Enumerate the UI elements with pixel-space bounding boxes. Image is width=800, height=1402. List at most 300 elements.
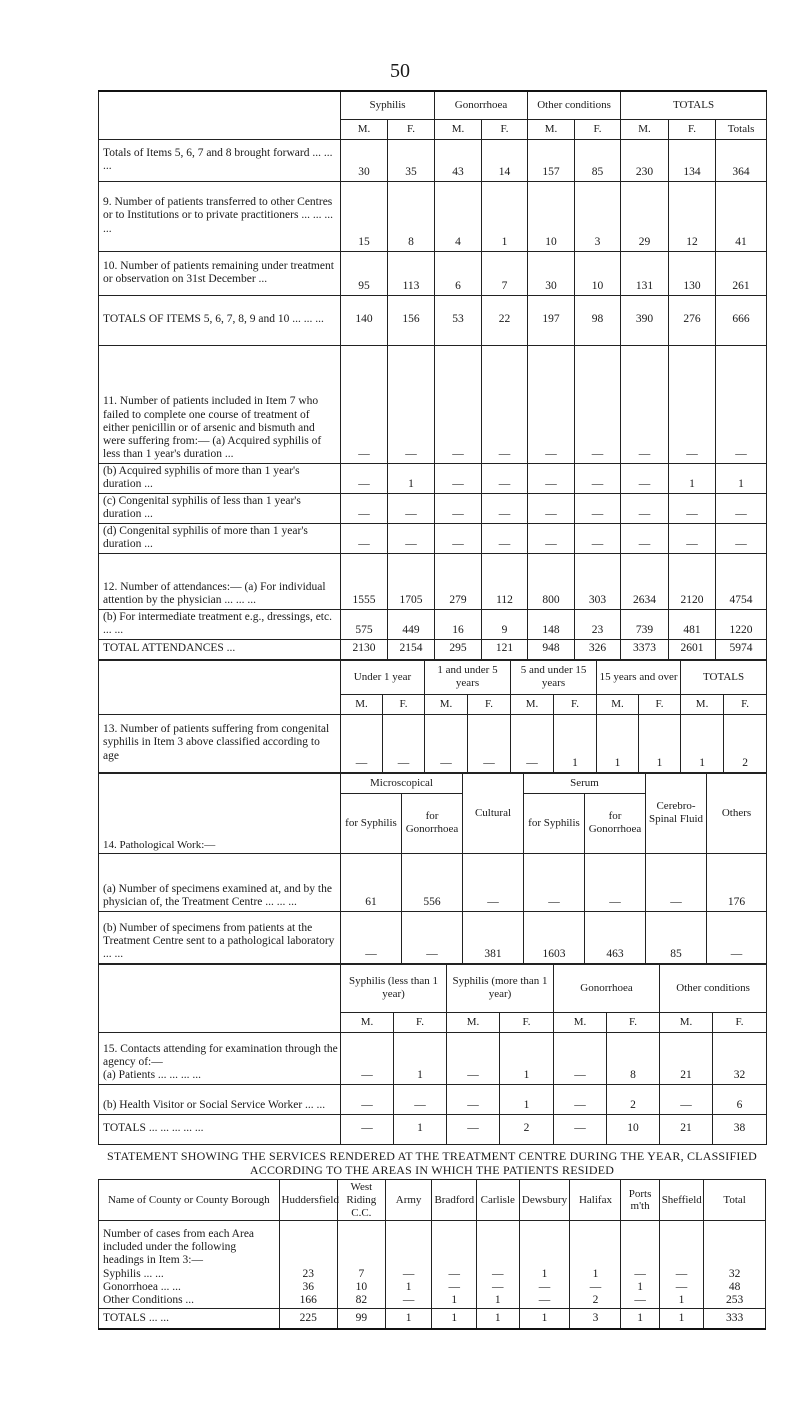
cell-stack	[432, 1221, 477, 1309]
col-header: for Gonorrhoea	[585, 793, 646, 853]
group-header: Under 1 year	[341, 660, 425, 694]
subhead: F.	[482, 119, 528, 139]
subhead: M.	[435, 119, 482, 139]
subhead: F.	[394, 1012, 447, 1032]
subhead: M.	[511, 694, 554, 714]
cell: —	[716, 493, 767, 523]
cell: 556	[402, 853, 463, 911]
cell: —	[482, 345, 528, 463]
group-header: Syphilis (more than 1 year)	[447, 964, 554, 1012]
cell: —	[538, 1280, 551, 1293]
cell: 1	[659, 1309, 704, 1329]
cell: —	[524, 853, 585, 911]
cell: —	[492, 1280, 504, 1293]
cell: —	[528, 463, 575, 493]
cell: 1	[500, 1084, 554, 1114]
subhead: M.	[528, 119, 575, 139]
cell: 2	[724, 714, 767, 772]
cell: —	[621, 493, 669, 523]
cell-stack	[659, 1221, 704, 1309]
cell: —	[341, 345, 388, 463]
cell: 1	[639, 714, 681, 772]
subhead: F.	[468, 694, 511, 714]
cell: 166	[299, 1293, 317, 1306]
blank-corner	[99, 91, 341, 139]
subhead: F.	[607, 1012, 660, 1032]
cell: 6	[435, 251, 482, 295]
cell: 23	[302, 1267, 314, 1280]
cell: 2634	[621, 553, 669, 609]
col-header: Name of County or County Borough	[99, 1180, 280, 1221]
area-residence-table	[98, 1179, 766, 1329]
table-row	[99, 714, 767, 772]
row-label-text: Other Conditions ...	[103, 1293, 195, 1306]
table-row	[99, 523, 767, 553]
cell: 7	[358, 1267, 365, 1280]
cell: 1	[494, 1293, 501, 1306]
cell: —	[341, 1114, 394, 1144]
cell: 10	[355, 1280, 368, 1293]
row-label: 13. Number of patients suffering from congenital syphilis in Item 3 above classified according to age	[99, 714, 341, 772]
cell: 381	[463, 911, 524, 963]
table-row	[99, 295, 767, 345]
cell-stack	[704, 1221, 766, 1309]
cell: 261	[716, 251, 767, 295]
cell: 131	[621, 251, 669, 295]
table-row	[99, 1084, 767, 1114]
cell: 85	[646, 911, 707, 963]
cell: —	[402, 911, 463, 963]
cell: 1	[554, 714, 597, 772]
cell: 2	[607, 1084, 660, 1114]
cell: 390	[621, 295, 669, 345]
cell: —	[634, 1267, 646, 1280]
table-row	[99, 1309, 766, 1329]
cell: 276	[669, 295, 716, 345]
cell: —	[589, 1280, 602, 1293]
row-label: (b) Acquired syphilis of more than 1 year's duration ...	[99, 463, 341, 493]
row-label-text: Gonorrhoea ... ...	[103, 1280, 181, 1293]
group-header: Syphilis (less than 1 year)	[341, 964, 447, 1012]
cell: —	[528, 523, 575, 553]
cell: —	[554, 1032, 607, 1084]
cell: —	[383, 714, 425, 772]
col-header: Cerebro-Spinal Fluid	[646, 773, 707, 853]
cell: 7	[482, 251, 528, 295]
section-title: 15. Contacts attending for examination through the agency of:—	[103, 1042, 338, 1069]
subhead: M.	[341, 1012, 394, 1032]
subhead: M.	[660, 1012, 713, 1032]
cell: 5974	[716, 639, 767, 659]
statement-heading: STATEMENT SHOWING THE SERVICES RENDERED AT THE TREATMENT CENTRE DURING THE YEAR, CLASSIFIED ACCORDING TO THE AREAS IN WHICH THE PATIENTS RESIDED	[107, 1148, 757, 1177]
cell: 30	[528, 251, 575, 295]
cell: 48	[728, 1280, 741, 1293]
cell: —	[448, 1280, 460, 1293]
cell: —	[388, 345, 435, 463]
table-row	[99, 1221, 766, 1309]
cell: 1	[597, 714, 639, 772]
subhead: Totals	[716, 119, 767, 139]
cell: 99	[337, 1309, 385, 1329]
cell: 364	[716, 139, 767, 181]
cell: —	[435, 493, 482, 523]
cell: —	[341, 714, 383, 772]
cell: 134	[669, 139, 716, 181]
page-number: 50	[390, 60, 410, 82]
cell: 21	[660, 1114, 713, 1144]
subhead: M.	[341, 119, 388, 139]
cell: —	[492, 1267, 504, 1280]
table-row	[99, 853, 767, 911]
cell: 32	[713, 1032, 767, 1084]
cell: 95	[341, 251, 388, 295]
subhead: F.	[554, 694, 597, 714]
blank-corner	[99, 964, 341, 1032]
cell: 6	[713, 1084, 767, 1114]
cell: —	[402, 1293, 415, 1306]
cell: 2	[592, 1293, 599, 1306]
cell: 303	[575, 553, 621, 609]
cell: 1	[716, 463, 767, 493]
subhead: F.	[724, 694, 767, 714]
col-header: Others	[707, 773, 767, 853]
treatment-summary-table	[98, 90, 767, 660]
col-header: for Gonorrhoea	[402, 793, 463, 853]
subhead: F.	[388, 119, 435, 139]
cell: 2120	[669, 553, 716, 609]
cell: 197	[528, 295, 575, 345]
col-header: Sheffield	[659, 1180, 704, 1221]
col-header: for Syphilis	[524, 793, 585, 853]
cell: 82	[355, 1293, 368, 1306]
group-header: Other conditions	[528, 91, 621, 119]
cell: —	[394, 1084, 447, 1114]
cell: 156	[388, 295, 435, 345]
cell: —	[554, 1084, 607, 1114]
cell: 333	[704, 1309, 766, 1329]
subhead: F.	[575, 119, 621, 139]
group-header: Gonorrhoea	[435, 91, 528, 119]
cell: —	[447, 1114, 500, 1144]
cell: 61	[341, 853, 402, 911]
cell: 1	[385, 1309, 432, 1329]
cell: —	[448, 1267, 460, 1280]
cell: 1	[477, 1309, 519, 1329]
cell: 449	[388, 609, 435, 639]
cell: —	[707, 911, 767, 963]
cell: 43	[435, 139, 482, 181]
group-header: Other conditions	[660, 964, 767, 1012]
cell: 326	[575, 639, 621, 659]
row-label: 10. Number of patients remaining under treatment or observation on 31st December ...	[99, 251, 341, 295]
group-header: Serum	[524, 773, 646, 793]
cell: —	[675, 1267, 688, 1280]
cell: 38	[713, 1114, 767, 1144]
cell: —	[575, 463, 621, 493]
cell: —	[388, 493, 435, 523]
cell: 666	[716, 295, 767, 345]
table-row	[99, 553, 767, 609]
cell: —	[435, 523, 482, 553]
row-label: TOTALS ... ...	[99, 1309, 280, 1329]
col-header: West Riding C.C.	[337, 1180, 385, 1221]
cell: —	[435, 463, 482, 493]
cell: —	[447, 1032, 500, 1084]
cell: —	[341, 523, 388, 553]
row-label: 12. Number of attendances:— (a) For individual attention by the physician ... ... ...	[99, 553, 341, 609]
cell: 10	[607, 1114, 660, 1144]
cell: —	[575, 523, 621, 553]
cell: 130	[669, 251, 716, 295]
cell: 35	[388, 139, 435, 181]
cell: —	[447, 1084, 500, 1114]
cell: —	[621, 463, 669, 493]
col-header: Ports m'th	[621, 1180, 659, 1221]
cell: 1	[681, 714, 724, 772]
cell: —	[341, 911, 402, 963]
cell: 4754	[716, 553, 767, 609]
group-header: 15 years and over	[597, 660, 681, 694]
table-row	[99, 463, 767, 493]
cell: 1	[394, 1032, 447, 1084]
cell: 1	[432, 1309, 477, 1329]
table-row	[99, 139, 767, 181]
cell: 1705	[388, 553, 435, 609]
cell: 739	[621, 609, 669, 639]
cell-stack	[621, 1221, 659, 1309]
cell: 98	[575, 295, 621, 345]
cell: 2130	[341, 639, 388, 659]
cell: —	[341, 463, 388, 493]
cell: —	[388, 523, 435, 553]
row-label: (b) Health Visitor or Social Service Worker ... ...	[99, 1084, 341, 1114]
cell: —	[425, 714, 468, 772]
subhead: M.	[621, 119, 669, 139]
cell: 1	[541, 1267, 548, 1280]
group-header: TOTALS	[681, 660, 767, 694]
cell: —	[660, 1084, 713, 1114]
cell: 279	[435, 553, 482, 609]
cell: 9	[482, 609, 528, 639]
table-row	[99, 639, 767, 659]
cell: 121	[482, 639, 528, 659]
row-label-text: Syphilis ... ...	[103, 1267, 164, 1280]
row-label: 14. Pathological Work:—	[99, 773, 341, 853]
report-sheet	[98, 90, 766, 1330]
col-header: Army	[385, 1180, 432, 1221]
cell-stack	[477, 1221, 519, 1309]
cell: 225	[279, 1309, 337, 1329]
col-header: Bradford	[432, 1180, 477, 1221]
cell: 1	[451, 1293, 458, 1306]
cell: —	[669, 493, 716, 523]
intro-text: Number of cases from each Area included under the following headings in Item 3:—	[103, 1227, 255, 1267]
cell: 85	[575, 139, 621, 181]
cell: 4	[435, 181, 482, 251]
cell: 23	[575, 609, 621, 639]
cell: —	[575, 493, 621, 523]
cell: —	[435, 345, 482, 463]
cell: 157	[528, 139, 575, 181]
cell: 1	[637, 1280, 643, 1293]
blank-corner	[99, 660, 341, 714]
row-label: (c) Congenital syphilis of less than 1 year's duration ...	[99, 493, 341, 523]
row-label	[99, 1221, 280, 1309]
cell: 3	[575, 181, 621, 251]
cell-stack	[279, 1221, 337, 1309]
cell: 1	[388, 463, 435, 493]
col-header: Carlisle	[477, 1180, 519, 1221]
table-row	[99, 1032, 767, 1084]
cell: 2	[500, 1114, 554, 1144]
cell: 140	[341, 295, 388, 345]
cell: —	[482, 493, 528, 523]
subhead: M.	[597, 694, 639, 714]
col-header: Huddersfield	[279, 1180, 337, 1221]
cell: 230	[621, 139, 669, 181]
cell: 948	[528, 639, 575, 659]
cell: —	[669, 345, 716, 463]
cell: 10	[528, 181, 575, 251]
table-row	[99, 1114, 767, 1144]
cell: —	[528, 345, 575, 463]
cell: —	[463, 853, 524, 911]
cell: 12	[669, 181, 716, 251]
group-header: 1 and under 5 years	[425, 660, 511, 694]
cell: 1	[669, 463, 716, 493]
cell: 2601	[669, 639, 716, 659]
table-row	[99, 181, 767, 251]
cell: —	[585, 853, 646, 911]
cell: 1	[621, 1309, 659, 1329]
cell: —	[528, 493, 575, 523]
cell: —	[621, 523, 669, 553]
cell: 3373	[621, 639, 669, 659]
cell: 1	[678, 1293, 685, 1306]
row-label: TOTAL ATTENDANCES ...	[99, 639, 341, 659]
col-header: Halifax	[570, 1180, 621, 1221]
subhead: F.	[669, 119, 716, 139]
row-label: (d) Congenital syphilis of more than 1 year's duration ...	[99, 523, 341, 553]
table-row	[99, 251, 767, 295]
row-label: 11. Number of patients included in Item 7 who failed to complete one course of treatment of either penicillin or of arsenic and bismuth and were suffering from:— (a) Acquired syphilis of less than 1 year's duration ...	[99, 345, 341, 463]
cell: 3	[570, 1309, 621, 1329]
cell: —	[402, 1267, 415, 1280]
congenital-age-table	[98, 660, 767, 773]
cell: 22	[482, 295, 528, 345]
cell: 41	[716, 181, 767, 251]
cell: —	[341, 1084, 394, 1114]
cell: —	[716, 345, 767, 463]
cell: 1555	[341, 553, 388, 609]
cell: 8	[607, 1032, 660, 1084]
cell: 113	[388, 251, 435, 295]
group-header: 5 and under 15 years	[511, 660, 597, 694]
cell: 30	[341, 139, 388, 181]
cell: 36	[302, 1280, 314, 1293]
group-header: Syphilis	[341, 91, 435, 119]
table-row	[99, 493, 767, 523]
row-label: 9. Number of patients transferred to other Centres or to Institutions or to private practitioners ... ... ... ...	[99, 181, 341, 251]
cell: 10	[575, 251, 621, 295]
subhead: M.	[447, 1012, 500, 1032]
cell-stack	[570, 1221, 621, 1309]
cell: 1	[519, 1309, 570, 1329]
row-label: (a) Number of specimens examined at, and by the physician of, the Treatment Centre ... ... ...	[99, 853, 341, 911]
cell: 1220	[716, 609, 767, 639]
cell-stack	[385, 1221, 432, 1309]
cell: 112	[482, 553, 528, 609]
cell: —	[538, 1293, 551, 1306]
cell: 463	[585, 911, 646, 963]
group-header: TOTALS	[621, 91, 767, 119]
cell: 16	[435, 609, 482, 639]
row-label: TOTALS ... ... ... ... ...	[99, 1114, 341, 1144]
contacts-table	[98, 964, 767, 1145]
cell: 253	[726, 1293, 744, 1306]
subhead: F.	[713, 1012, 767, 1032]
cell: 29	[621, 181, 669, 251]
cell-stack	[519, 1221, 570, 1309]
cell: —	[341, 493, 388, 523]
cell: 1	[500, 1032, 554, 1084]
cell: 800	[528, 553, 575, 609]
group-header: Gonorrhoea	[554, 964, 660, 1012]
row-label	[99, 1032, 341, 1084]
cell: 1	[405, 1280, 412, 1293]
cell: 14	[482, 139, 528, 181]
cell: 32	[728, 1267, 741, 1280]
cell: —	[675, 1280, 688, 1293]
subhead: F.	[639, 694, 681, 714]
subhead: M.	[341, 694, 383, 714]
cell: —	[575, 345, 621, 463]
row-label: (b) Number of specimens from patients at the Treatment Centre sent to a pathological laboratory ... ...	[99, 911, 341, 963]
cell: —	[621, 345, 669, 463]
subhead: F.	[383, 694, 425, 714]
col-header: Total	[704, 1180, 766, 1221]
row-label: TOTALS OF ITEMS 5, 6, 7, 8, 9 and 10 ... ... ...	[99, 295, 341, 345]
cell: 295	[435, 639, 482, 659]
cell: —	[716, 523, 767, 553]
row-label: Totals of Items 5, 6, 7 and 8 brought forward ... ... ...	[99, 139, 341, 181]
cell: 1	[482, 181, 528, 251]
cell: —	[482, 523, 528, 553]
cell: 53	[435, 295, 482, 345]
table-row	[99, 345, 767, 463]
cell: —	[554, 1114, 607, 1144]
pathological-work-table	[98, 773, 767, 964]
row-label: (b) For intermediate treatment e.g., dressings, etc. ... ...	[99, 609, 341, 639]
subhead: F.	[500, 1012, 554, 1032]
cell: 1	[592, 1267, 599, 1280]
cell: —	[341, 1032, 394, 1084]
cell: 1	[394, 1114, 447, 1144]
cell: —	[468, 714, 511, 772]
cell: 21	[660, 1032, 713, 1084]
cell: —	[634, 1293, 646, 1306]
cell: 575	[341, 609, 388, 639]
cell: —	[669, 523, 716, 553]
cell: 1603	[524, 911, 585, 963]
table-row	[99, 609, 767, 639]
cell: 8	[388, 181, 435, 251]
group-header: Microscopical	[341, 773, 463, 793]
col-header: Cultural	[463, 773, 524, 853]
cell: 2154	[388, 639, 435, 659]
cell-stack	[337, 1221, 385, 1309]
subhead: M.	[554, 1012, 607, 1032]
